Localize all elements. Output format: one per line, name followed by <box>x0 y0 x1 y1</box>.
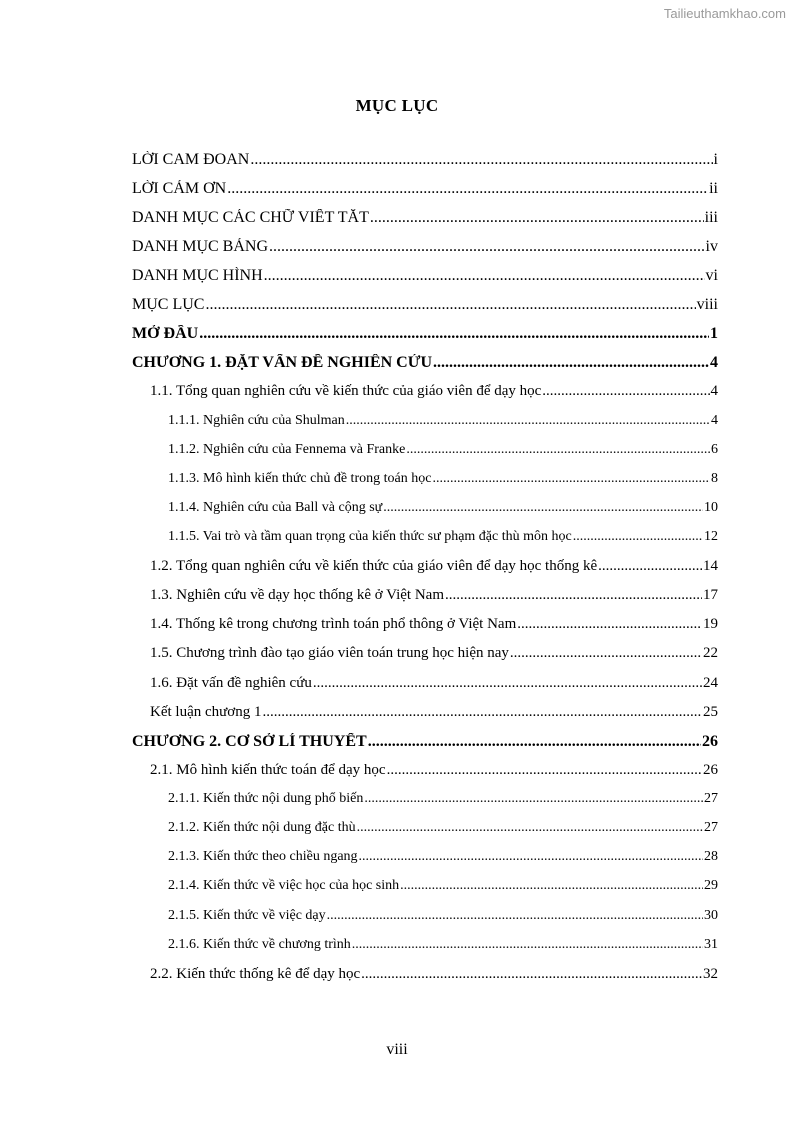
toc-entry-page: 12 <box>704 529 718 544</box>
toc-entry-muc-luc[interactable] <box>132 296 718 314</box>
toc-entry-mo-dau[interactable] <box>132 325 718 343</box>
dot-leader <box>598 558 702 575</box>
toc-entry-page: 4 <box>711 413 718 428</box>
toc-entry-label: DANH MỤC HÌNH <box>132 267 263 284</box>
dot-leader <box>199 325 709 343</box>
toc-entry-ket-luan-chuong-1[interactable] <box>150 704 718 721</box>
toc-entry-label: CHƯƠNG 2. CƠ SỞ LÍ THUYẾT <box>132 733 367 750</box>
toc-entry-page: 22 <box>703 645 718 661</box>
dot-leader <box>250 151 712 169</box>
toc-entry-label: MỤC LỤC <box>132 296 205 313</box>
toc-entry-label: Kết luận chương 1 <box>150 704 262 720</box>
toc-entry-danh-muc-hinh[interactable] <box>132 267 718 285</box>
toc-entry-page: 32 <box>703 966 718 982</box>
dot-leader <box>510 645 702 662</box>
dot-leader <box>364 791 703 807</box>
toc-entry-1-4[interactable] <box>150 616 718 633</box>
dot-leader <box>445 587 702 604</box>
toc-entry-1-6[interactable] <box>150 675 718 692</box>
toc-entry-danh-muc-viet-tat[interactable] <box>132 209 718 227</box>
toc-entry-page: 26 <box>702 733 718 750</box>
dot-leader <box>433 354 709 372</box>
toc-entry-label: 2.1.4. Kiến thức về việc học của học sinh <box>168 878 400 893</box>
toc-entry-1-1[interactable] <box>150 383 718 400</box>
toc-entry-danh-muc-bang[interactable] <box>132 238 718 256</box>
dot-leader <box>352 937 703 953</box>
dot-leader <box>205 296 695 314</box>
toc-entry-label: 2.1.1. Kiến thức nội dung phổ biến <box>168 791 364 806</box>
toc-entry-label: 1.1. Tổng quan nghiên cứu về kiến thức của giáo viên để dạy học <box>150 383 542 399</box>
toc-entry-2-1-1[interactable] <box>168 791 718 807</box>
toc-entry-page: 29 <box>704 878 718 893</box>
dot-leader <box>264 267 705 285</box>
toc-entry-2-1[interactable] <box>150 762 718 779</box>
toc-entry-page: 27 <box>704 791 718 806</box>
dot-leader <box>370 209 704 227</box>
dot-leader <box>400 878 703 894</box>
page-title: MỤC LỤC <box>355 96 439 115</box>
toc-entry-chuong-1[interactable] <box>132 354 718 372</box>
toc-entry-loi-cam-doan[interactable] <box>132 151 718 169</box>
dot-leader <box>432 471 710 487</box>
toc-entry-page: 24 <box>703 675 718 691</box>
dot-leader <box>368 733 701 751</box>
toc-entry-page: i <box>713 151 718 168</box>
toc-entry-label: 2.1. Mô hình kiến thức toán để dạy học <box>150 762 386 778</box>
dot-leader <box>313 675 702 692</box>
toc-entry-label: 2.1.3. Kiến thức theo chiều ngang <box>168 849 358 864</box>
toc-entry-label: DANH MỤC BẢNG <box>132 238 269 255</box>
dot-leader <box>269 238 705 256</box>
dot-leader <box>359 849 703 865</box>
toc-entry-label: 2.2. Kiến thức thống kê để dạy học <box>150 966 361 982</box>
toc-entry-page: 26 <box>703 762 718 778</box>
toc-entry-page: 8 <box>711 471 718 486</box>
toc-entry-label: LỜI CAM ĐOAN <box>132 151 250 168</box>
dot-leader <box>357 820 703 836</box>
toc-entry-page: 6 <box>711 442 718 457</box>
toc-entry-page: 10 <box>704 500 718 515</box>
toc-entry-label: 2.1.2. Kiến thức nội dung đặc thù <box>168 820 356 835</box>
toc-entry-chuong-2[interactable] <box>132 733 718 751</box>
toc-entry-2-1-5[interactable] <box>168 908 718 924</box>
toc-entry-page: 30 <box>704 908 718 923</box>
toc-entry-1-1-4[interactable] <box>168 500 718 516</box>
toc-entry-1-1-2[interactable] <box>168 442 718 458</box>
dot-leader <box>517 616 702 633</box>
toc-entry-page: 14 <box>703 558 718 574</box>
toc-entry-label: 1.1.4. Nghiên cứu của Ball và cộng sự <box>168 500 383 515</box>
toc-entry-label: 1.6. Đặt vấn đề nghiên cứu <box>150 675 312 691</box>
toc-entry-label: 2.1.5. Kiến thức về việc dạy <box>168 908 326 923</box>
toc-entry-page: iv <box>705 238 718 255</box>
toc-entry-page: iii <box>704 209 718 226</box>
toc-entry-page: 31 <box>704 937 718 952</box>
toc-entry-page: 4 <box>710 354 718 371</box>
dot-leader <box>383 500 703 516</box>
toc-entry-label: LỜI CẢM ƠN <box>132 180 227 197</box>
toc-entry-page: viii <box>696 296 718 313</box>
dot-leader <box>327 908 703 924</box>
toc-entry-1-1-3[interactable] <box>168 471 718 487</box>
dot-leader <box>387 762 702 779</box>
toc-entry-2-1-6[interactable] <box>168 937 718 953</box>
toc-entry-label: CHƯƠNG 1. ĐẶT VẤN ĐỀ NGHIÊN CỨU <box>132 354 433 371</box>
toc-entry-1-1-5[interactable] <box>168 529 718 545</box>
toc-entry-label: 2.1.6. Kiến thức về chương trình <box>168 937 351 952</box>
toc-entry-2-1-2[interactable] <box>168 820 718 836</box>
dot-leader <box>573 529 703 545</box>
toc-entry-label: 1.1.5. Vai trò và tầm quan trọng của kiến thức sư phạm đặc thù môn học <box>168 529 572 544</box>
footer-page-number: viii <box>386 1041 408 1058</box>
toc-entry-2-1-4[interactable] <box>168 878 718 894</box>
toc-entry-label: 1.5. Chương trình đào tạo giáo viên toán trung học hiện nay <box>150 645 509 661</box>
toc-entry-label: 1.1.3. Mô hình kiến thức chủ đề trong toán học <box>168 471 432 486</box>
toc-entry-page: 28 <box>704 849 718 864</box>
dot-leader <box>406 442 710 458</box>
toc-entry-page: ii <box>709 180 718 197</box>
watermark-text: Tailieuthamkhao.com <box>663 6 786 21</box>
toc-entry-label: 1.1.1. Nghiên cứu của Shulman <box>168 413 345 428</box>
dot-leader <box>346 413 710 429</box>
toc-entry-label: 1.2. Tổng quan nghiên cứu về kiến thức của giáo viên để dạy học thống kê <box>150 558 598 574</box>
toc-entry-page: 17 <box>703 587 718 603</box>
toc-entry-page: 1 <box>710 325 718 342</box>
toc-entry-page: 27 <box>704 820 718 835</box>
toc-entry-2-2[interactable] <box>150 966 718 983</box>
toc-entry-label: 1.1.2. Nghiên cứu của Fennema và Franke <box>168 442 406 457</box>
toc-entry-2-1-3[interactable] <box>168 849 718 865</box>
toc-entry-page: 19 <box>703 616 718 632</box>
toc-entry-page: 4 <box>710 383 718 399</box>
dot-leader <box>361 966 702 983</box>
toc-entry-label: 1.4. Thống kê trong chương trình toán phổ thông ở Việt Nam <box>150 616 517 632</box>
dot-leader <box>227 180 708 198</box>
dot-leader <box>542 383 709 400</box>
toc-entry-label: 1.3. Nghiên cứu về dạy học thống kê ở Việt Nam <box>150 587 444 603</box>
toc-entry-1-2[interactable] <box>150 558 718 575</box>
dot-leader <box>262 704 702 721</box>
toc-entry-1-3[interactable] <box>150 587 718 604</box>
toc-entry-label: MỞ ĐẦU <box>132 325 199 342</box>
toc-entry-1-1-1[interactable] <box>168 413 718 429</box>
toc-entry-page: vi <box>705 267 718 284</box>
toc-entry-loi-cam-on[interactable] <box>132 180 718 198</box>
toc-entry-page: 25 <box>703 704 718 720</box>
toc-entry-1-5[interactable] <box>150 645 718 662</box>
toc-entry-label: DANH MỤC CÁC CHỮ VIẾT TẮT <box>132 209 369 226</box>
